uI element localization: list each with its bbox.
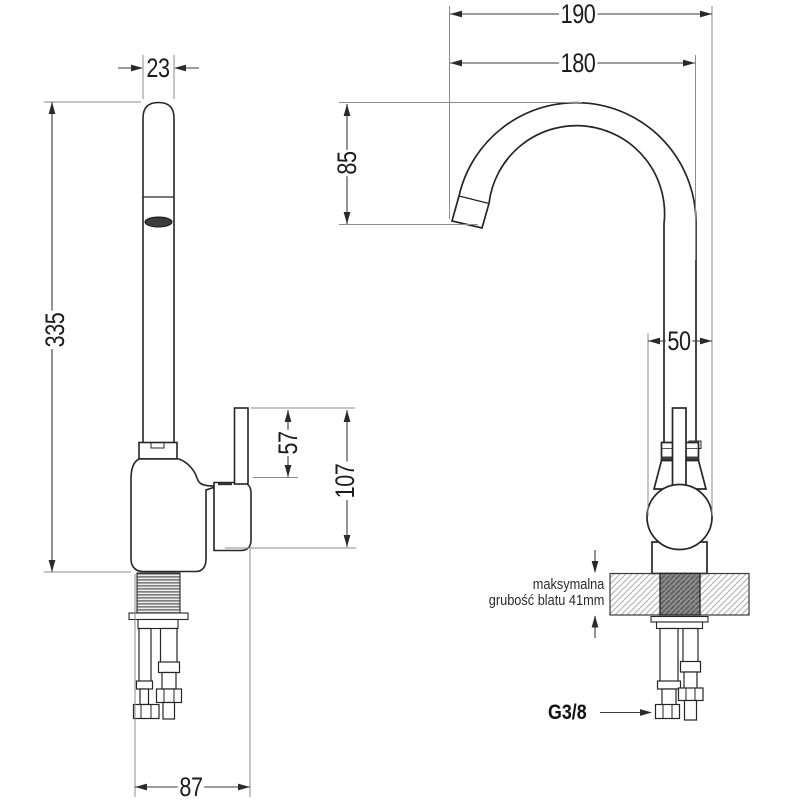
spout-pipe-side — [143, 103, 174, 444]
mounting-washer-front — [651, 617, 708, 623]
hose-stub — [685, 701, 697, 721]
cartridge-housing-front — [647, 485, 712, 550]
hose-tube — [161, 629, 178, 663]
countertop-thickness-note — [488, 578, 604, 609]
handle-lever-front — [673, 408, 687, 486]
hose-tube — [162, 673, 176, 690]
dim-lever-height-label: 57 — [272, 431, 303, 455]
thread-shank-side — [137, 573, 180, 613]
hose-coupling — [681, 662, 701, 673]
dim-spout-tube-width-label: 23 — [146, 52, 170, 83]
dim-spout-drop-label: 85 — [331, 151, 362, 175]
dim-body-top-height-label: 107 — [329, 463, 360, 499]
aerator-icon — [145, 217, 172, 227]
side-view — [129, 103, 251, 720]
cartridge-housing-side — [214, 483, 251, 551]
hose-coupling — [658, 681, 681, 689]
dim-spout-reach-label: 180 — [560, 47, 596, 78]
hose-nut — [157, 689, 182, 703]
flange-block-side — [138, 620, 178, 629]
mixer-body-side — [131, 459, 215, 572]
handle-lever-side — [235, 408, 249, 484]
hose-tube — [660, 629, 678, 682]
thread-through-counter — [660, 574, 700, 616]
thread-size-label: G3/8 — [548, 701, 587, 724]
hose-nut — [679, 688, 704, 701]
dim-overall-height-label: 335 — [39, 312, 70, 348]
gooseneck-spout — [452, 103, 696, 443]
flange-block-front — [657, 622, 703, 629]
dim-base-span-label: 87 — [179, 771, 203, 800]
supply-hoses-side — [134, 629, 182, 720]
hose-coupling — [137, 681, 153, 689]
hose-tube — [139, 629, 151, 682]
hose-tube — [140, 689, 149, 705]
hose-nut — [656, 705, 680, 719]
supply-hoses-front — [656, 629, 704, 721]
mounting-washer-side — [129, 613, 188, 620]
front-view — [452, 103, 749, 720]
hose-tube — [662, 689, 676, 705]
hose-tube — [683, 629, 698, 663]
hose-tube — [684, 672, 697, 689]
hose-nut — [134, 705, 160, 719]
note-line-2: grubość blatu 41mm — [488, 592, 604, 609]
collar-side — [139, 443, 177, 460]
dim-body-diameter-label: 50 — [667, 325, 691, 356]
dim-overall-width-label: 190 — [560, 0, 596, 29]
note-line-1: maksymalna — [532, 577, 604, 593]
hose-stub — [163, 703, 175, 720]
hose-coupling — [159, 662, 180, 673]
